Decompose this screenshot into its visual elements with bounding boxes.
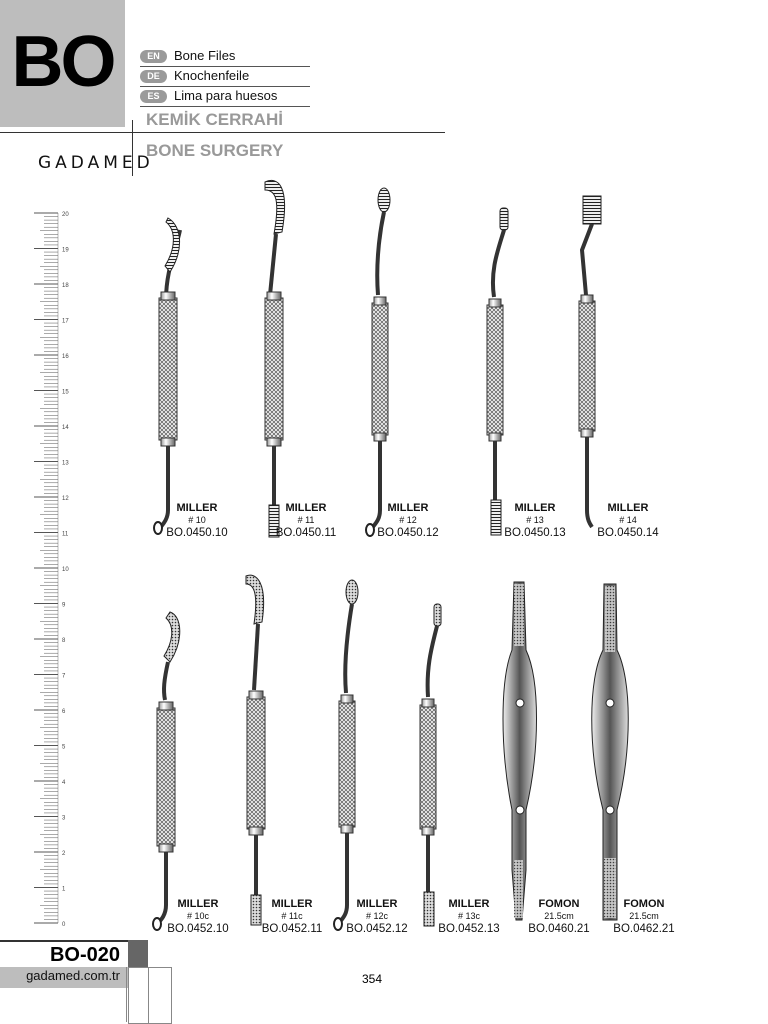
product-code: BO.0452.13: [438, 923, 500, 935]
product-label-miller-12: [353, 502, 463, 540]
product-code: BO.0460.21: [528, 923, 590, 935]
product-name: MILLER: [448, 898, 490, 910]
product-size: 21.5cm: [629, 911, 659, 921]
ruler-label: 20: [62, 212, 69, 218]
instrument-miller-11c: [246, 575, 265, 925]
ruler-label: 4: [62, 780, 66, 786]
instrument-miller-12: [366, 188, 390, 536]
instrument-miller-14: [579, 196, 601, 527]
instrument-fomon-2: [592, 584, 629, 920]
lang-badge-es: ES: [140, 90, 167, 103]
ruler-label: 16: [62, 354, 69, 360]
instrument-miller-10: [154, 218, 180, 534]
product-name: MILLER: [356, 898, 398, 910]
product-size: # 13: [526, 515, 544, 525]
ruler-label: 12: [62, 496, 69, 502]
ruler-label: 15: [62, 389, 69, 396]
ruler-label: 3: [62, 815, 66, 822]
product-name: MILLER: [271, 898, 313, 910]
ruler-label: 7: [62, 673, 66, 680]
footer-box-1: [128, 967, 150, 1024]
product-label-miller-11: [251, 502, 361, 540]
brand-name: GADAMED: [38, 153, 154, 173]
page-number: 354: [362, 972, 383, 986]
product-code: BO.0450.10: [166, 527, 228, 539]
category-title-en: BONE SURGERY: [146, 141, 284, 160]
product-size: 21.5cm: [544, 911, 574, 921]
lang-text-de: Knochenfeile: [174, 68, 250, 83]
ruler-label: 10: [62, 567, 69, 573]
footer-website: gadamed.com.tr: [26, 968, 120, 983]
ruler-label: 11: [62, 531, 69, 538]
ruler-label: 1: [62, 886, 66, 893]
product-code: BO.0452.12: [346, 923, 408, 935]
footer-code-box: [0, 940, 128, 969]
ruler-label: 5: [62, 744, 66, 751]
instrument-miller-11: [265, 180, 285, 537]
instrument-miller-12c: [334, 580, 358, 930]
footer-url-box: [0, 967, 128, 988]
lang-text-es: Lima para huesos: [174, 88, 278, 103]
lang-text-en: Bone Files: [174, 48, 236, 63]
ruler-label: 19: [62, 247, 69, 254]
ruler-label: 18: [62, 283, 69, 289]
product-code: BO.0462.21: [613, 923, 675, 935]
ruler-label: 6: [62, 709, 66, 715]
product-name: FOMON: [538, 898, 580, 910]
ruler-label: 13: [62, 460, 69, 467]
footer-box-2: [148, 967, 172, 1024]
product-label-fomon-21-b: [589, 898, 699, 936]
product-label-miller-10: [142, 502, 252, 540]
product-code: BO.0450.13: [504, 527, 566, 539]
product-size: # 11: [297, 515, 315, 525]
product-code: BO.0450.14: [597, 527, 659, 539]
product-code: BO.0450.11: [275, 527, 337, 539]
ruler-label: 8: [62, 638, 66, 644]
product-name: MILLER: [285, 502, 327, 514]
product-size: # 12: [399, 515, 417, 525]
ruler-label: 14: [62, 425, 69, 431]
product-code: BO.0452.11: [261, 923, 323, 935]
footer-divider: [126, 967, 127, 1022]
product-size: # 13c: [457, 911, 481, 921]
product-name: FOMON: [623, 898, 665, 910]
ruler-label: 0: [62, 922, 66, 928]
category-title-tr: KEMİK CERRAHİ: [146, 110, 283, 129]
product-name: MILLER: [607, 502, 649, 514]
ruler-label: 17: [62, 318, 69, 325]
footer-accent-block: [128, 940, 148, 967]
instrument-miller-13: [487, 208, 508, 535]
product-size: # 12c: [365, 911, 389, 921]
product-size: # 10: [188, 515, 206, 525]
product-label-miller-14: [573, 502, 683, 540]
product-code: BO.0450.12: [377, 527, 439, 539]
product-code: BO.0452.10: [167, 923, 229, 935]
lang-badge-de: DE: [140, 70, 167, 83]
lang-badge-en: EN: [140, 50, 167, 63]
product-name: MILLER: [514, 502, 556, 514]
product-size: # 14: [619, 515, 637, 525]
ruler-label: 2: [62, 851, 66, 857]
instrument-miller-13c: [420, 604, 441, 926]
instrument-miller-10c: [153, 612, 180, 930]
product-name: MILLER: [177, 898, 219, 910]
category-code: BO: [11, 22, 114, 102]
product-name: MILLER: [176, 502, 218, 514]
instrument-fomon-1: [503, 582, 537, 920]
ruler-label: 9: [62, 602, 66, 609]
product-name: MILLER: [387, 502, 429, 514]
footer-page-code: BO-020: [49, 944, 120, 966]
product-size: # 10c: [186, 911, 210, 921]
product-size: # 11c: [281, 911, 303, 921]
